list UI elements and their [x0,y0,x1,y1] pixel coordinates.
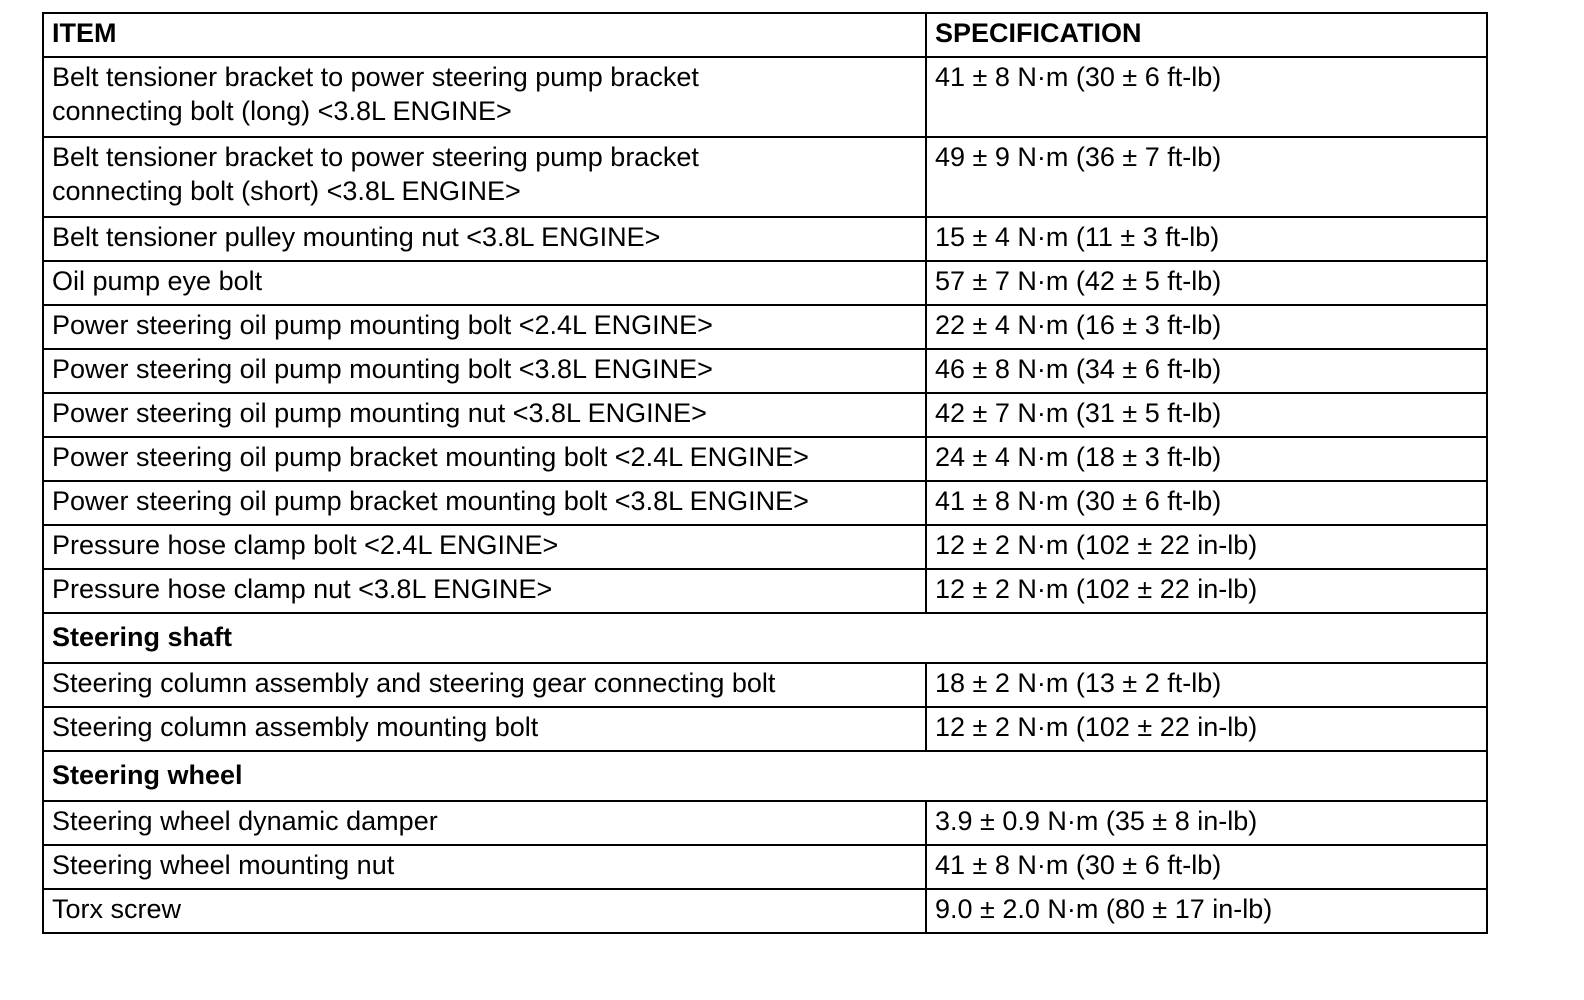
item-cell: Belt tensioner pulley mounting nut <3.8L ENGINE> [43,217,926,261]
item-cell: Oil pump eye bolt [43,261,926,305]
item-cell [43,57,926,137]
spec-cell: 41 ± 8 N·m (30 ± 6 ft-lb) [926,481,1487,525]
header-item: ITEM [43,13,926,57]
item-line: connecting bolt (long) <3.8L ENGINE> [52,96,512,126]
item-cell: Steering wheel mounting nut [43,845,926,889]
spec-cell: 3.9 ± 0.9 N·m (35 ± 8 in-lb) [926,801,1487,845]
table-row [43,569,1487,613]
spec-cell: 41 ± 8 N·m (30 ± 6 ft-lb) [926,57,1487,137]
item-cell: Power steering oil pump bracket mounting bolt <2.4L ENGINE> [43,437,926,481]
item-cell: Steering wheel dynamic damper [43,801,926,845]
item-line: Belt tensioner bracket to power steering pump bracket [52,62,699,92]
table-row [43,889,1487,933]
spec-cell: 49 ± 9 N·m (36 ± 7 ft-lb) [926,137,1487,217]
table-row [43,481,1487,525]
item-cell: Steering column assembly mounting bolt [43,707,926,751]
item-cell: Pressure hose clamp nut <3.8L ENGINE> [43,569,926,613]
section-title: Steering wheel [43,751,1487,801]
table-row [43,845,1487,889]
table-header-row [43,13,1487,57]
item-cell: Power steering oil pump bracket mounting bolt <3.8L ENGINE> [43,481,926,525]
table-row [43,305,1487,349]
section-row-steering-wheel [43,751,1487,801]
table-row [43,707,1487,751]
spec-cell: 12 ± 2 N·m (102 ± 22 in-lb) [926,525,1487,569]
item-line: connecting bolt (short) <3.8L ENGINE> [52,176,521,206]
item-cell: Power steering oil pump mounting nut <3.8L ENGINE> [43,393,926,437]
table-row [43,437,1487,481]
spec-cell: 24 ± 4 N·m (18 ± 3 ft-lb) [926,437,1487,481]
item-cell: Power steering oil pump mounting bolt <3.8L ENGINE> [43,349,926,393]
spec-cell: 15 ± 4 N·m (11 ± 3 ft-lb) [926,217,1487,261]
spec-cell: 57 ± 7 N·m (42 ± 5 ft-lb) [926,261,1487,305]
torque-specification-table [42,12,1488,934]
spec-cell: 9.0 ± 2.0 N·m (80 ± 17 in-lb) [926,889,1487,933]
table-row [43,393,1487,437]
spec-cell: 42 ± 7 N·m (31 ± 5 ft-lb) [926,393,1487,437]
item-cell: Pressure hose clamp bolt <2.4L ENGINE> [43,525,926,569]
table-row [43,801,1487,845]
table-row [43,349,1487,393]
table-row [43,57,1487,137]
spec-cell: 12 ± 2 N·m (102 ± 22 in-lb) [926,569,1487,613]
table-row [43,663,1487,707]
spec-cell: 41 ± 8 N·m (30 ± 6 ft-lb) [926,845,1487,889]
item-line: Belt tensioner bracket to power steering pump bracket [52,142,699,172]
section-row-steering-shaft [43,613,1487,663]
spec-cell: 46 ± 8 N·m (34 ± 6 ft-lb) [926,349,1487,393]
table-row [43,137,1487,217]
item-cell [43,137,926,217]
spec-cell: 22 ± 4 N·m (16 ± 3 ft-lb) [926,305,1487,349]
spec-cell: 18 ± 2 N·m (13 ± 2 ft-lb) [926,663,1487,707]
header-specification: SPECIFICATION [926,13,1487,57]
table-row [43,217,1487,261]
item-cell: Steering column assembly and steering gear connecting bolt [43,663,926,707]
item-cell: Power steering oil pump mounting bolt <2.4L ENGINE> [43,305,926,349]
item-cell: Torx screw [43,889,926,933]
spec-cell: 12 ± 2 N·m (102 ± 22 in-lb) [926,707,1487,751]
section-title: Steering shaft [43,613,1487,663]
table-row [43,525,1487,569]
table-row [43,261,1487,305]
